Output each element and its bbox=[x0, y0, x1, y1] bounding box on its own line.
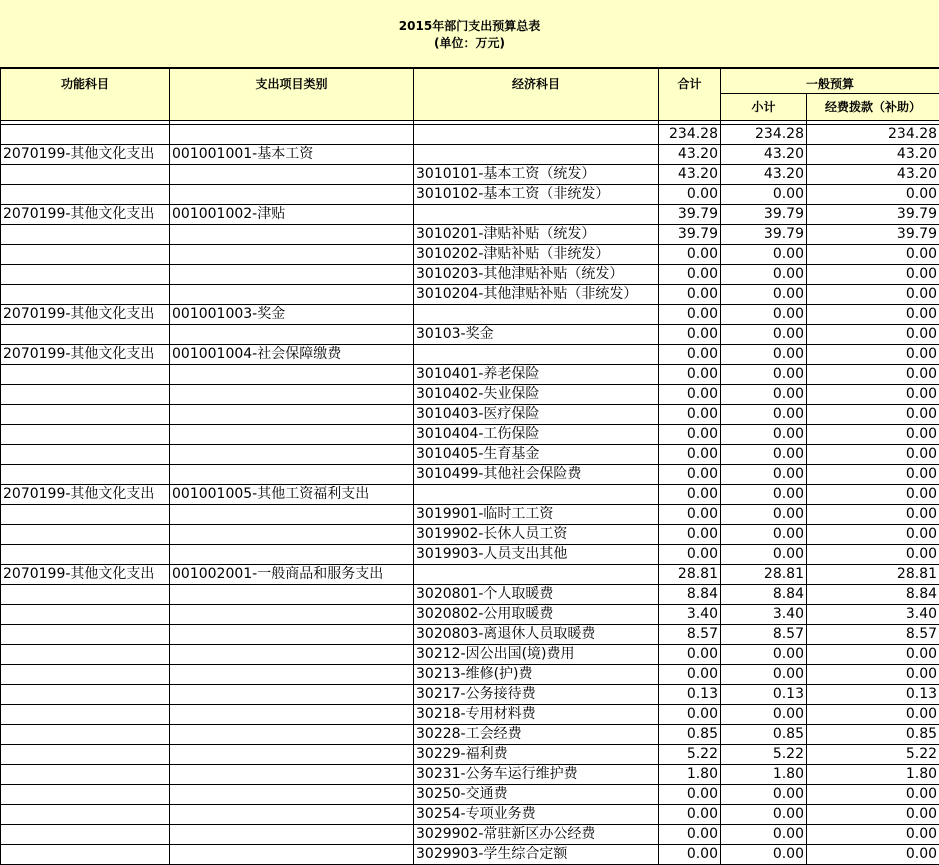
funding-cell: 3.40 bbox=[807, 605, 939, 625]
category-cell bbox=[170, 765, 414, 785]
funding-cell: 0.00 bbox=[807, 825, 939, 845]
table-row bbox=[1, 285, 939, 305]
func-cell bbox=[1, 825, 170, 845]
category-cell bbox=[170, 505, 414, 525]
funding-cell: 0.00 bbox=[807, 345, 939, 365]
table-row bbox=[1, 425, 939, 445]
func-cell bbox=[1, 125, 170, 145]
table-row bbox=[1, 205, 939, 225]
category-cell: 001001004-社会保障缴费 bbox=[170, 345, 414, 365]
table-row bbox=[1, 725, 939, 745]
econ-cell: 3029902-常驻新区办公经费 bbox=[414, 825, 659, 845]
econ-cell: 3019902-长休人员工资 bbox=[414, 525, 659, 545]
econ-cell: 3010405-生育基金 bbox=[414, 445, 659, 465]
func-cell bbox=[1, 245, 170, 265]
econ-cell bbox=[414, 145, 659, 165]
category-cell: 001001003-奖金 bbox=[170, 305, 414, 325]
table-row bbox=[1, 445, 939, 465]
total-cell: 43.20 bbox=[659, 165, 721, 185]
funding-cell: 0.00 bbox=[807, 305, 939, 325]
func-cell: 2070199-其他文化支出 bbox=[1, 145, 170, 165]
func-cell: 2070199-其他文化支出 bbox=[1, 345, 170, 365]
funding-cell: 39.79 bbox=[807, 205, 939, 225]
subtotal-cell: 0.00 bbox=[721, 305, 807, 325]
table-row bbox=[1, 405, 939, 425]
subtotal-cell: 5.22 bbox=[721, 745, 807, 765]
total-cell: 0.00 bbox=[659, 705, 721, 725]
table-row bbox=[1, 225, 939, 245]
func-cell bbox=[1, 685, 170, 705]
econ-cell: 30228-工会经费 bbox=[414, 725, 659, 745]
subtotal-cell: 0.00 bbox=[721, 825, 807, 845]
func-cell: 2070199-其他文化支出 bbox=[1, 305, 170, 325]
table-row bbox=[1, 245, 939, 265]
total-cell: 0.00 bbox=[659, 285, 721, 305]
subtotal-cell: 0.00 bbox=[721, 465, 807, 485]
total-cell: 0.00 bbox=[659, 405, 721, 425]
func-cell bbox=[1, 845, 170, 865]
func-cell bbox=[1, 425, 170, 445]
subtotal-cell: 0.13 bbox=[721, 685, 807, 705]
table-row bbox=[1, 365, 939, 385]
econ-cell: 30231-公务车运行维护费 bbox=[414, 765, 659, 785]
func-cell bbox=[1, 405, 170, 425]
total-cell: 0.00 bbox=[659, 645, 721, 665]
funding-cell: 0.00 bbox=[807, 525, 939, 545]
table-row bbox=[1, 265, 939, 285]
func-cell bbox=[1, 805, 170, 825]
category-cell bbox=[170, 385, 414, 405]
table-row bbox=[1, 685, 939, 705]
category-cell: 001001005-其他工资福利支出 bbox=[170, 485, 414, 505]
total-cell: 0.00 bbox=[659, 425, 721, 445]
funding-cell: 0.00 bbox=[807, 405, 939, 425]
table-row bbox=[1, 165, 939, 185]
category-cell bbox=[170, 365, 414, 385]
funding-cell: 43.20 bbox=[807, 165, 939, 185]
category-cell bbox=[170, 845, 414, 865]
header-econ: 经济科目 bbox=[414, 69, 659, 121]
func-cell bbox=[1, 525, 170, 545]
category-cell bbox=[170, 245, 414, 265]
total-cell: 0.85 bbox=[659, 725, 721, 745]
total-cell: 0.00 bbox=[659, 465, 721, 485]
category-cell bbox=[170, 445, 414, 465]
category-cell bbox=[170, 325, 414, 345]
funding-cell: 0.00 bbox=[807, 365, 939, 385]
category-cell bbox=[170, 405, 414, 425]
funding-cell: 0.00 bbox=[807, 185, 939, 205]
table-row bbox=[1, 845, 939, 865]
funding-cell: 0.00 bbox=[807, 465, 939, 485]
total-cell: 0.00 bbox=[659, 365, 721, 385]
subtotal-cell: 0.00 bbox=[721, 805, 807, 825]
total-cell: 0.00 bbox=[659, 545, 721, 565]
subtotal-cell: 0.00 bbox=[721, 405, 807, 425]
table-row bbox=[1, 805, 939, 825]
func-cell bbox=[1, 585, 170, 605]
total-cell: 39.79 bbox=[659, 205, 721, 225]
func-cell bbox=[1, 285, 170, 305]
category-cell bbox=[170, 585, 414, 605]
funding-cell: 0.00 bbox=[807, 485, 939, 505]
func-cell bbox=[1, 385, 170, 405]
subtotal-cell: 0.00 bbox=[721, 345, 807, 365]
total-cell: 0.00 bbox=[659, 445, 721, 465]
subtotal-cell: 0.00 bbox=[721, 705, 807, 725]
table-row bbox=[1, 305, 939, 325]
total-cell: 0.00 bbox=[659, 785, 721, 805]
econ-cell: 3010201-津贴补贴（统发） bbox=[414, 225, 659, 245]
subtotal-cell: 0.00 bbox=[721, 505, 807, 525]
category-cell bbox=[170, 425, 414, 445]
category-cell bbox=[170, 785, 414, 805]
subtotal-cell: 8.57 bbox=[721, 625, 807, 645]
total-cell: 28.81 bbox=[659, 565, 721, 585]
category-cell bbox=[170, 605, 414, 625]
econ-cell: 3010203-其他津贴补贴（统发） bbox=[414, 265, 659, 285]
econ-cell: 30250-交通费 bbox=[414, 785, 659, 805]
econ-cell: 3010404-工伤保险 bbox=[414, 425, 659, 445]
subtotal-cell: 39.79 bbox=[721, 205, 807, 225]
econ-cell: 3029903-学生综合定额 bbox=[414, 845, 659, 865]
table-row bbox=[1, 585, 939, 605]
total-cell: 0.00 bbox=[659, 325, 721, 345]
funding-cell: 5.22 bbox=[807, 745, 939, 765]
subtotal-cell: 0.85 bbox=[721, 725, 807, 745]
table-row bbox=[1, 745, 939, 765]
title-band bbox=[0, 0, 939, 68]
total-cell: 5.22 bbox=[659, 745, 721, 765]
funding-cell: 0.00 bbox=[807, 785, 939, 805]
subtotal-cell: 0.00 bbox=[721, 485, 807, 505]
total-cell: 0.00 bbox=[659, 805, 721, 825]
econ-cell: 3019903-人员支出其他 bbox=[414, 545, 659, 565]
func-cell bbox=[1, 505, 170, 525]
table-row bbox=[1, 565, 939, 585]
func-cell bbox=[1, 365, 170, 385]
category-cell bbox=[170, 545, 414, 565]
header-func: 功能科目 bbox=[1, 69, 170, 121]
func-cell bbox=[1, 725, 170, 745]
funding-cell: 8.57 bbox=[807, 625, 939, 645]
total-cell: 0.00 bbox=[659, 345, 721, 365]
econ-cell bbox=[414, 305, 659, 325]
category-cell bbox=[170, 745, 414, 765]
total-cell: 0.00 bbox=[659, 485, 721, 505]
total-cell: 0.00 bbox=[659, 525, 721, 545]
subtotal-cell: 0.00 bbox=[721, 265, 807, 285]
func-cell bbox=[1, 545, 170, 565]
econ-cell: 3010403-医疗保险 bbox=[414, 405, 659, 425]
category-cell bbox=[170, 665, 414, 685]
total-cell: 0.00 bbox=[659, 265, 721, 285]
func-cell bbox=[1, 605, 170, 625]
table-row bbox=[1, 185, 939, 205]
total-cell: 3.40 bbox=[659, 605, 721, 625]
total-cell: 43.20 bbox=[659, 145, 721, 165]
total-cell: 0.00 bbox=[659, 385, 721, 405]
func-cell bbox=[1, 645, 170, 665]
funding-cell: 39.79 bbox=[807, 225, 939, 245]
subtotal-cell: 0.00 bbox=[721, 365, 807, 385]
econ-cell bbox=[414, 125, 659, 145]
page-title: 2015年部门支出预算总表 bbox=[0, 17, 939, 34]
func-cell bbox=[1, 225, 170, 245]
header-subtotal: 小计 bbox=[721, 94, 807, 121]
funding-cell: 0.00 bbox=[807, 425, 939, 445]
econ-cell: 30213-维修(护)费 bbox=[414, 665, 659, 685]
subtotal-cell: 39.79 bbox=[721, 225, 807, 245]
func-cell: 2070199-其他文化支出 bbox=[1, 565, 170, 585]
funding-cell: 0.00 bbox=[807, 325, 939, 345]
table-row bbox=[1, 625, 939, 645]
funding-cell: 0.00 bbox=[807, 805, 939, 825]
table-row bbox=[1, 825, 939, 845]
subtotal-cell: 0.00 bbox=[721, 445, 807, 465]
func-cell bbox=[1, 665, 170, 685]
econ-cell bbox=[414, 565, 659, 585]
category-cell bbox=[170, 465, 414, 485]
subtotal-cell: 0.00 bbox=[721, 425, 807, 445]
category-cell bbox=[170, 125, 414, 145]
total-cell: 39.79 bbox=[659, 225, 721, 245]
total-cell: 0.00 bbox=[659, 505, 721, 525]
func-cell bbox=[1, 325, 170, 345]
category-cell bbox=[170, 725, 414, 745]
header-category: 支出项目类别 bbox=[170, 69, 414, 121]
total-cell: 8.84 bbox=[659, 585, 721, 605]
funding-cell: 0.00 bbox=[807, 705, 939, 725]
table-row bbox=[1, 485, 939, 505]
category-cell bbox=[170, 645, 414, 665]
table-row bbox=[1, 325, 939, 345]
funding-cell: 0.00 bbox=[807, 505, 939, 525]
total-cell: 0.00 bbox=[659, 245, 721, 265]
funding-cell: 28.81 bbox=[807, 565, 939, 585]
total-cell: 0.00 bbox=[659, 825, 721, 845]
category-cell bbox=[170, 625, 414, 645]
subtotal-cell: 234.28 bbox=[721, 125, 807, 145]
table-row bbox=[1, 785, 939, 805]
econ-cell: 3020802-公用取暖费 bbox=[414, 605, 659, 625]
func-cell: 2070199-其他文化支出 bbox=[1, 485, 170, 505]
econ-cell: 30229-福利费 bbox=[414, 745, 659, 765]
econ-cell: 3019901-临时工工资 bbox=[414, 505, 659, 525]
econ-cell: 30212-因公出国(境)费用 bbox=[414, 645, 659, 665]
category-cell: 001001001-基本工资 bbox=[170, 145, 414, 165]
subtotal-cell: 3.40 bbox=[721, 605, 807, 625]
header-total: 合计 bbox=[659, 69, 721, 121]
econ-cell: 3010499-其他社会保险费 bbox=[414, 465, 659, 485]
category-cell bbox=[170, 525, 414, 545]
funding-cell: 43.20 bbox=[807, 145, 939, 165]
header-general-budget: 一般预算 bbox=[721, 69, 939, 94]
subtotal-cell: 0.00 bbox=[721, 525, 807, 545]
table-row bbox=[1, 385, 939, 405]
funding-cell: 0.00 bbox=[807, 385, 939, 405]
table-row bbox=[1, 645, 939, 665]
category-cell bbox=[170, 225, 414, 245]
econ-cell: 3020803-离退休人员取暖费 bbox=[414, 625, 659, 645]
funding-cell: 0.00 bbox=[807, 545, 939, 565]
subtotal-cell: 43.20 bbox=[721, 165, 807, 185]
category-cell bbox=[170, 825, 414, 845]
total-cell: 0.00 bbox=[659, 185, 721, 205]
category-cell: 001002001-一般商品和服务支出 bbox=[170, 565, 414, 585]
funding-cell: 0.13 bbox=[807, 685, 939, 705]
unit-label: (单位：万元) bbox=[0, 34, 939, 51]
subtotal-cell: 0.00 bbox=[721, 545, 807, 565]
func-cell bbox=[1, 705, 170, 725]
category-cell: 001001002-津贴 bbox=[170, 205, 414, 225]
budget-table bbox=[0, 68, 939, 865]
funding-cell: 0.00 bbox=[807, 645, 939, 665]
econ-cell: 30217-公务接待费 bbox=[414, 685, 659, 705]
subtotal-cell: 0.00 bbox=[721, 785, 807, 805]
econ-cell: 3010202-津贴补贴（非统发） bbox=[414, 245, 659, 265]
category-cell bbox=[170, 805, 414, 825]
total-cell: 0.13 bbox=[659, 685, 721, 705]
category-cell bbox=[170, 685, 414, 705]
funding-cell: 0.00 bbox=[807, 665, 939, 685]
econ-cell: 3020801-个人取暖费 bbox=[414, 585, 659, 605]
funding-cell: 0.00 bbox=[807, 445, 939, 465]
func-cell bbox=[1, 745, 170, 765]
subtotal-cell: 43.20 bbox=[721, 145, 807, 165]
funding-cell: 234.28 bbox=[807, 125, 939, 145]
subtotal-cell: 0.00 bbox=[721, 185, 807, 205]
total-cell: 1.80 bbox=[659, 765, 721, 785]
category-cell bbox=[170, 165, 414, 185]
table-row bbox=[1, 705, 939, 725]
econ-cell: 3010102-基本工资（非统发） bbox=[414, 185, 659, 205]
category-cell bbox=[170, 265, 414, 285]
subtotal-cell: 28.81 bbox=[721, 565, 807, 585]
econ-cell: 30103-奖金 bbox=[414, 325, 659, 345]
category-cell bbox=[170, 185, 414, 205]
funding-cell: 0.00 bbox=[807, 245, 939, 265]
econ-cell bbox=[414, 485, 659, 505]
subtotal-cell: 0.00 bbox=[721, 325, 807, 345]
func-cell bbox=[1, 785, 170, 805]
func-cell bbox=[1, 265, 170, 285]
subtotal-cell: 1.80 bbox=[721, 765, 807, 785]
subtotal-cell: 0.00 bbox=[721, 665, 807, 685]
total-cell: 8.57 bbox=[659, 625, 721, 645]
table-row bbox=[1, 525, 939, 545]
econ-cell: 3010204-其他津贴补贴（非统发） bbox=[414, 285, 659, 305]
func-cell bbox=[1, 765, 170, 785]
econ-cell: 30254-专项业务费 bbox=[414, 805, 659, 825]
econ-cell bbox=[414, 345, 659, 365]
table-row bbox=[1, 125, 939, 145]
funding-cell: 0.00 bbox=[807, 845, 939, 865]
econ-cell: 3010401-养老保险 bbox=[414, 365, 659, 385]
subtotal-cell: 0.00 bbox=[721, 385, 807, 405]
subtotal-cell: 0.00 bbox=[721, 845, 807, 865]
category-cell bbox=[170, 705, 414, 725]
total-cell: 234.28 bbox=[659, 125, 721, 145]
econ-cell: 3010101-基本工资（统发） bbox=[414, 165, 659, 185]
funding-cell: 0.00 bbox=[807, 265, 939, 285]
func-cell bbox=[1, 165, 170, 185]
table-row bbox=[1, 605, 939, 625]
header-funding: 经费拨款（补助） bbox=[807, 94, 939, 121]
category-cell bbox=[170, 285, 414, 305]
subtotal-cell: 0.00 bbox=[721, 645, 807, 665]
econ-cell: 30218-专用材料费 bbox=[414, 705, 659, 725]
table-row bbox=[1, 505, 939, 525]
func-cell bbox=[1, 185, 170, 205]
subtotal-cell: 0.00 bbox=[721, 245, 807, 265]
table-row bbox=[1, 765, 939, 785]
econ-cell: 3010402-失业保险 bbox=[414, 385, 659, 405]
func-cell bbox=[1, 445, 170, 465]
table-row bbox=[1, 545, 939, 565]
total-cell: 0.00 bbox=[659, 845, 721, 865]
table-row bbox=[1, 465, 939, 485]
header-row bbox=[1, 69, 939, 94]
funding-cell: 0.00 bbox=[807, 285, 939, 305]
funding-cell: 0.85 bbox=[807, 725, 939, 745]
func-cell bbox=[1, 625, 170, 645]
func-cell: 2070199-其他文化支出 bbox=[1, 205, 170, 225]
funding-cell: 1.80 bbox=[807, 765, 939, 785]
func-cell bbox=[1, 465, 170, 485]
subtotal-cell: 8.84 bbox=[721, 585, 807, 605]
table-row bbox=[1, 665, 939, 685]
table-row bbox=[1, 145, 939, 165]
total-cell: 0.00 bbox=[659, 305, 721, 325]
total-cell: 0.00 bbox=[659, 665, 721, 685]
econ-cell bbox=[414, 205, 659, 225]
subtotal-cell: 0.00 bbox=[721, 285, 807, 305]
table-row bbox=[1, 345, 939, 365]
funding-cell: 8.84 bbox=[807, 585, 939, 605]
